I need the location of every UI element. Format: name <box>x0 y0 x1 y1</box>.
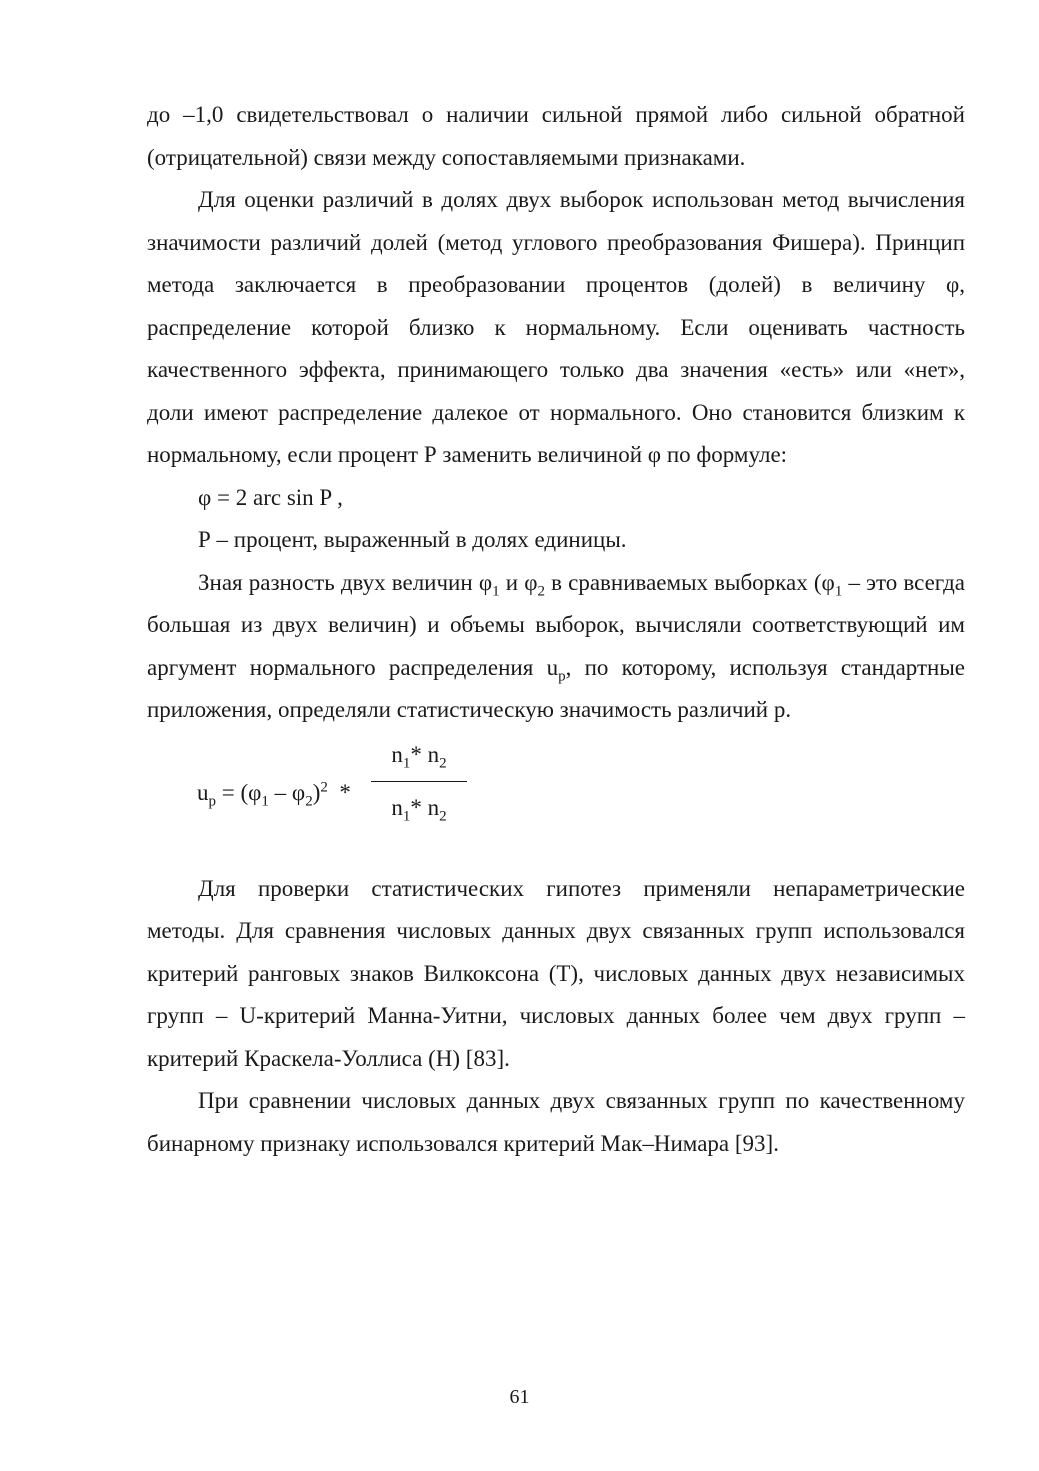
paragraph-mcnemar: При сравнении числовых данных двух связанных групп по качественному бинарному признаку использовался критерий Мак–Нимара [93]. <box>147 1088 965 1156</box>
formula-symbol: n <box>391 794 403 820</box>
fraction-numerator <box>371 738 467 772</box>
subscript: p <box>208 793 216 810</box>
fraction-denominator <box>371 791 467 825</box>
text-run: , по которому, используя стандартные приложения, определяли статистическую значимость различий p. <box>147 654 966 722</box>
document-body <box>147 94 965 1165</box>
subscript: 1 <box>261 793 269 810</box>
paragraph-correlation-end: до –1,0 свидетельствовал о наличии сильной прямой либо сильной обратной (отрицательной) связи между сопоставляемыми признаками. <box>147 102 965 170</box>
fraction-bar <box>371 781 467 782</box>
formula-symbol: n <box>391 741 403 767</box>
subscript: 1 <box>402 808 411 825</box>
formula-up <box>147 736 965 858</box>
formula-symbol: * n <box>410 741 440 767</box>
text-run: Зная разность двух величин φ <box>198 569 493 595</box>
subscript: p <box>558 668 566 685</box>
formula-symbol: – φ <box>268 779 306 805</box>
formula-symbol: * <box>327 779 351 805</box>
subscript: 2 <box>439 755 447 772</box>
subscript: 2 <box>305 793 313 810</box>
formula-up-lhs <box>197 778 351 810</box>
formula-symbol: u <box>197 779 209 805</box>
subscript: 1 <box>492 583 500 600</box>
text-run: и φ <box>499 569 538 595</box>
subscript: 2 <box>537 583 545 600</box>
superscript: 2 <box>320 778 328 795</box>
paragraph-nonparametric: Для проверки статистических гипотез применяли непараметрические методы. Для сравнения числовых данных двух связанных групп использовался критерий ранговых знаков Вилкоксона (Т), числовых данных двух независимых групп – U-критерий Манна-Уитни, числовых данных более чем двух групп – критерий Краскела-Уоллиса (Н) [83]. <box>147 875 965 1071</box>
subscript: 1 <box>834 583 843 600</box>
paragraph-phi-difference <box>147 562 965 732</box>
formula-symbol: ) <box>312 779 321 805</box>
text-run: – это всегда большая из двух величин) и объемы выборок, вычисляли соответствующий им аргумент нормального распределения u <box>147 569 966 680</box>
paragraph-fisher-method: Для оценки различий в долях двух выборок использован метод вычисления значимости различий долей (метод углового преобразования Фишера). Принцип метода заключается в преобразовании процентов (долей) в величину φ, распределение которой близко к нормальному. Если оценивать частность качественного эффекта, принимающего только два значения «есть» или «нет», доли имеют распределение далекое от нормального. Оно становится близким к нормальному, если процент Р заменить величиной φ по формуле: <box>147 187 965 467</box>
text-run: в сравниваемых выборках (φ <box>544 569 835 595</box>
subscript: 1 <box>402 755 411 772</box>
formula-phi: φ = 2 arc sin P , <box>198 484 343 510</box>
subscript: 2 <box>439 808 447 825</box>
formula-symbol: = (φ <box>216 779 262 805</box>
page-number: 61 <box>509 1386 530 1408</box>
definition-p: Р – процент, выраженный в долях единицы. <box>198 527 627 552</box>
formula-symbol: * n <box>410 794 440 820</box>
